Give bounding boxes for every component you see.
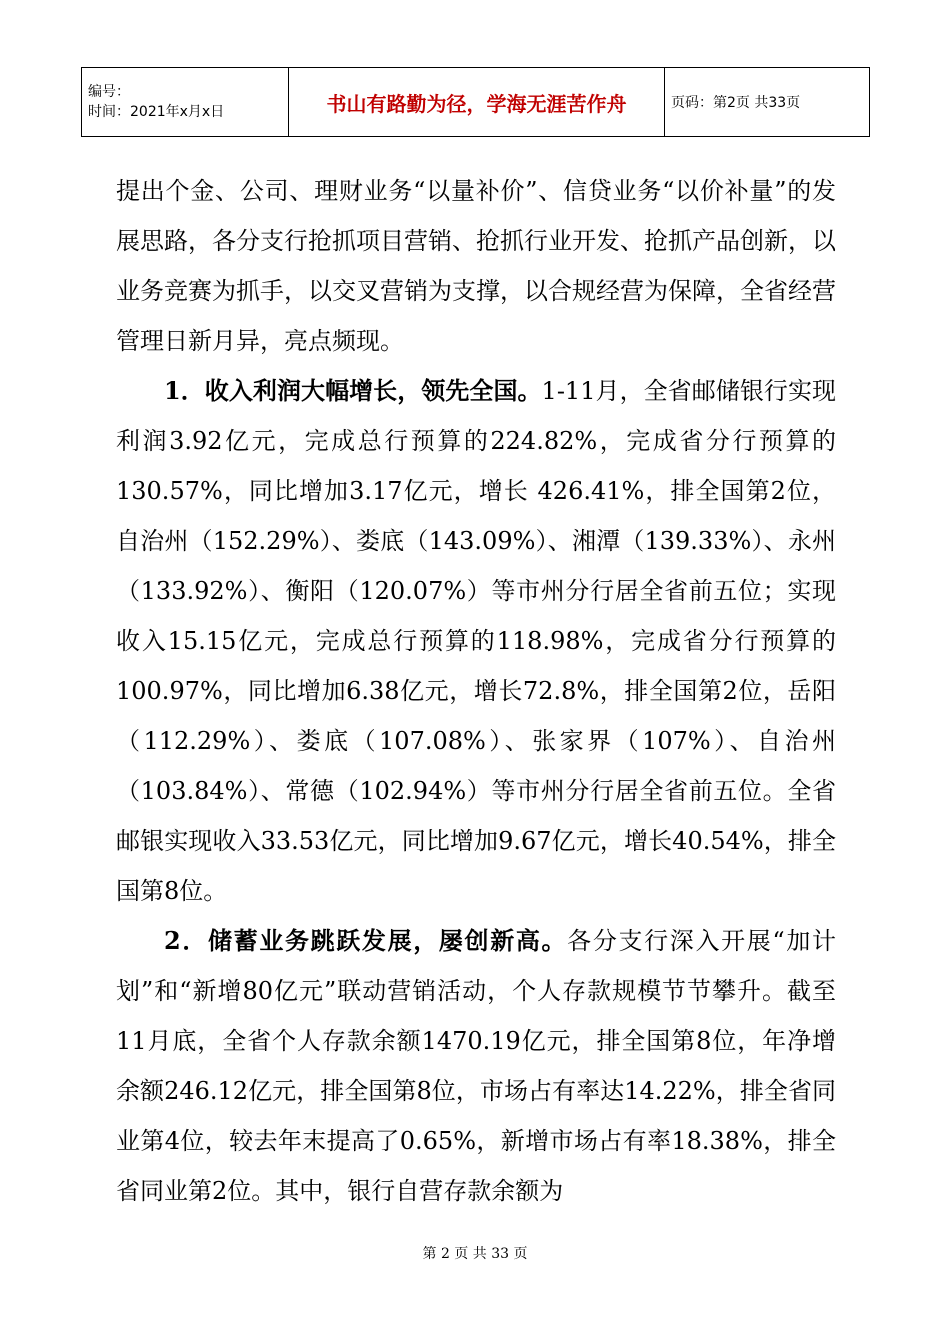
document-body [116, 166, 836, 1216]
number-label: 编号： [88, 84, 130, 100]
section2-paragraph [116, 916, 836, 1216]
section1-paragraph [116, 366, 836, 916]
intro-paragraph: 提出个金、公司、理财业务“以量补价”、信贷业务“以价补量”的发展思路，各分支行抢抓项目营销、抢抓行业开发、抢抓产品创新，以业务竞赛为抓手，以交叉营销为支撑，以合规经营为保障，全省经营管理日新月异，亮点频现。 [116, 177, 836, 355]
section2-heading: 2．储蓄业务跳跃发展，屡创新高。 [164, 926, 568, 955]
page-footer: 第 2 页 共 33 页 [422, 1246, 528, 1262]
section1-heading: 1．收入利润大幅增长，领先全国。 [164, 376, 542, 405]
header-meta [82, 68, 289, 137]
section1-text: 1-11月，全省邮储银行实现利润3.92亿元，完成总行预算的224.82%，完成省分行预算的 130.57%，同比增加3.17亿元，增长 426.41%，排全国第2位，自治州（152.29%）、娄底（143.09%）、湘潭（139.33%）、永州（133.92%）、衡阳（120.07%）等市州分行居全省前五位；实现收入15.15亿元，完成总行预算的118.98%，完成省分行预算的100.97%，同比增加6.38亿元，增长72.8%，排全国第2位，岳阳（112.29%）、娄底（107.08%）、张家界（107%）、自治州（103.84%）、常德（102.94%）等市州分行居全省前五位。全省邮银实现收入33.53亿元，同比增加9.67亿元，增长40.54%，排全国第8位。 [116, 377, 836, 905]
document-header [81, 67, 870, 137]
header-page-info: 页码：第2页 共33页 [665, 68, 870, 137]
section2-text: 各分支行深入开展“加计划”和“新增80亿元”联动营销活动，个人存款规模节节攀升。截至11月底，全省个人存款余额1470.19亿元，排全国第8位，年净增余额246.12亿元，排全国第8位，市场占有率达14.22%，排全省同业第4位，较去年末提高了0.65%，新增市场占有率18.38%，排全省同业第2位。其中，银行自营存款余额为 [116, 927, 836, 1205]
header-motto: 书山有路勤为径，学海无涯苦作舟 [289, 68, 665, 137]
time-label: 时间：2021年x月x日 [88, 104, 225, 120]
